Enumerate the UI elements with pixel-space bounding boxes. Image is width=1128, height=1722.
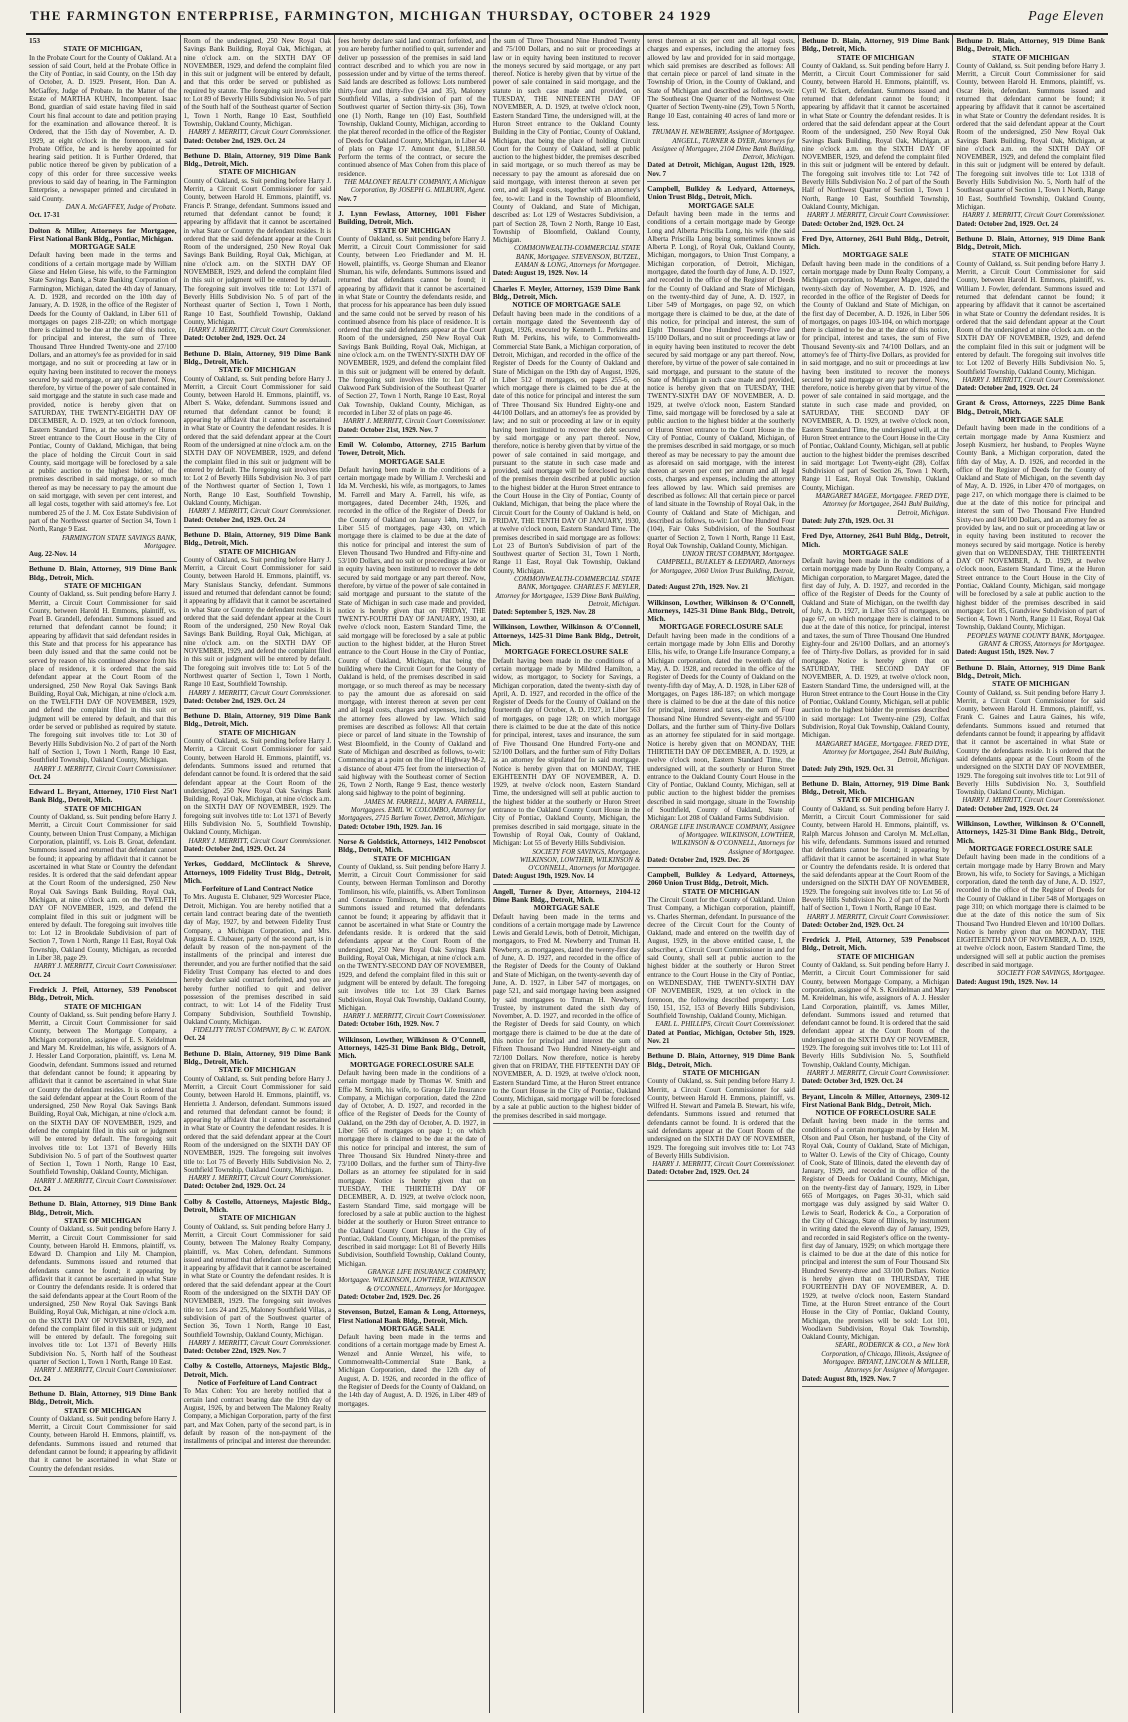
notice-attorney: Yerkes, Goddard, McClintock & Shreve, Attorneys, 1009 Fidelity Trust Bldg., Detroit, Mich. xyxy=(183,859,332,885)
notice-date: Dated: August 19, 1929. Nov. 14 xyxy=(492,269,588,278)
notice-date: Dated: July 27th, 1929. Oct. 31 xyxy=(801,516,895,525)
legal-notice xyxy=(29,1390,177,1477)
notice-attorney: Wilkinson, Lowther, Wilkinson & O'Connell, Attorneys, 1425-31 Dime Bank Bldg., Detroit, Mich. xyxy=(338,1034,486,1061)
column-2 xyxy=(181,35,336,1713)
notice-attorney: Wilkinson, Lowther, Wilkinson & O'Connell, Attorneys, 1425-31 Dime Bank Bldg., Detroit, Mich. xyxy=(492,622,641,649)
notice-date: Oct. 24 xyxy=(29,970,51,979)
notice-heading: MORTGAGE SALE xyxy=(688,200,754,210)
notice-signature: SOCIETY FOR SAVINGS, Mortgagee. xyxy=(997,969,1105,978)
notice-signature: HARRY J. MERRITT, Circuit Court Commissioner. xyxy=(652,1160,795,1169)
notice-date: Dated at Pontiac, Michigan, October 5th, 1929. Nov. 21 xyxy=(647,1028,795,1046)
notice-body: County of Oakland, ss. Suit pending before Harry J. Merritt, a Circuit Court Commissioner for said County, between Harold H. Emmons, plaintiff, vs. Francis P. Strange, defendant. Summons issued and returned that defendant cannot be found; it appearing by affidavit that it cannot be ascertained in what State or Country the defendant resides. It is ordered that the said defendant appear at the Court Room of the undersigned, 250 New Royal Oak Savings Bank Building, Royal Oak, Michigan, at nine o'clock a.m. on the SIXTH DAY OF NOVEMBER, 1929, and defend the complaint filed in this suit or judgment will be entered by default. The foregoing suit involves title to: Lot 1371 of Beverly Hills Subdivision No. 5 of part of the Northeast quarter of Section 1, Town 1 North, Range 10 East, Southfield Township, Oakland County, Michigan. xyxy=(183,176,332,326)
legal-notice-columns xyxy=(26,35,1108,1713)
legal-notice xyxy=(184,350,332,528)
notice-heading: MORTGAGE SALE xyxy=(379,1323,445,1333)
notice-attorney: Charles F. Meyler, Attorney, 1539 Dime Bank Bldg., Detroit, Mich. xyxy=(492,283,641,301)
notice-date: Oct. 24 xyxy=(183,1034,205,1043)
notice-signature: HARRY J. MERRITT, Circuit Court Commissioner. xyxy=(33,1366,177,1375)
notice-signature: HARRY J. MERRITT, Circuit Court Commissioner. xyxy=(962,375,1105,384)
page-number: Page Eleven xyxy=(1028,9,1104,24)
notice-heading: STATE OF MICHIGAN xyxy=(218,727,296,737)
notice-attorney: Bethune D. Blain, Attorney, 919 Dime Bank Bldg., Detroit, Mich. xyxy=(183,1048,332,1067)
notice-signature: UNION TRUST COMPANY, Mortgagee. CAMPBELL, BULKLEY & LEDYARD, Attorneys for Mortgagee, 2060 Union Trust Building, Detroit, Michigan. xyxy=(650,550,795,583)
notice-date: Dated at Detroit, Michigan, August 12th, 1929. Nov. 7 xyxy=(647,161,795,178)
notice-attorney: Bethune D. Blain, Attorney, 919 Dime Bank Bldg., Detroit, Mich. xyxy=(29,1388,177,1407)
notice-attorney: Fredrick J. Pfeil, Attorney, 539 Penobscot Bldg., Detroit, Mich. xyxy=(29,984,177,1003)
notice-attorney: Wilkinson, Lowther, Wilkinson & O'Connell, Attorneys, 1425-31 Dime Bank Bldg., Detroit, Mich. xyxy=(647,597,795,624)
notice-body: County of Oakland, ss. Suit pending before Harry J. Merritt, a Circuit Court Commissioner for said County, between Harold H. Emmons, plaintiff, vs. Cyril W. Eckert, defendant. Summons issued and returned that defendant cannot be found; it appearing by affidavit that it cannot be ascertained in what State or Country the defendant resides. It is ordered that the said defendant appear at the Court Room of the undersigned, 250 New Royal Oak Savings Bank Building, Royal Oak, Michigan, at nine o'clock a.m. on the SIXTH DAY OF NOVEMBER, 1929, and defend the complaint filed in this suit or judgment will be entered by default. The foregoing suit involves title to: Lot 742 of Beverly Hills Subdivision No. 2 of part of the South Half of Northwest Quarter of Section 1, Town 1 North, Range 10 East, Southfield Township, Oakland County, Michigan. xyxy=(801,61,950,211)
notice-signature: HARRY J. MERRITT, Circuit Court Commissioner. xyxy=(188,688,332,697)
notice-heading: STATE OF MICHIGAN xyxy=(64,581,142,590)
notice-attorney: Fred Dye, Attorney, 2641 Buhl Bldg., Detroit, Mich. xyxy=(801,531,950,549)
legal-notice xyxy=(802,936,950,1089)
legal-notice xyxy=(184,37,332,149)
notice-body: fees hereby declare said land contract forfeited, and you are hereby further notified to quit, surrender and deliver up possession of the premises in said land contract described and to which you are now in possession under and by virtue of the terms thereof. Said lands are described as follows: Lots numbered thirty-four and thirty-five (34 and 35), Maloney Southfield Villas, a subdivision of part of the Southwest quarter of Section thirty-six (36), Town one (1) North, Range ten (10) East, Southfield Township, Oakland County, Michigan, according to the plat thereof recorded in the office of the Register of Deeds for Oakland County, Michigan, in Liber 44 of plats on Page 17. Amount due, $1,188.50. Perform the terms of the contract, or secure the continued absence of Max Cohen from this place of residence. xyxy=(338,37,486,178)
legal-notice xyxy=(802,1093,950,1387)
notice-signature: HARRY J. MERRITT, Circuit Court Commissioner. xyxy=(188,128,332,137)
legal-notice xyxy=(29,37,177,224)
notice-heading: MORTGAGE FORECLOSURE SALE xyxy=(659,622,783,632)
notice-body: Default having been made in the conditions of a certain mortgage made by William J. Vercheski and Ida M. Vercheski, his wife, as mortgagors, to James M. Farrell and Mary A. Farrell, his wife, as mortgagees, dated December 24th, 1926, and recorded in the office of the Register of Deeds for the County of Oakland on January 14th, 1927, in Liber 515 of mortgages, page 430, on which mortgage there is claimed to be due at the date of this notice for principal and interest the sum of Eleven Thousand Two Hundred and Fifty-nine and 53/100 Dollars, and no suit or proceedings at law or in equity having been instituted to recover the debt secured by said mortgage or any part thereof. Now, therefore, by virtue of the power of sale contained in said mortgage and pursuant to the statute of the State of Michigan in such case made and provided, notice is hereby given that on FRIDAY, THE TWENTY-FOURTH DAY OF JANUARY, 1930, at twelve o'clock noon, Eastern Standard Time, the said mortgage will be foreclosed by a sale at public auction to the highest bidder, at the Huron Street entrance to the Court House in the City of Pontiac, County of Oakland, Michigan, that being the building where the Circuit Court for the County of Oakland is held, of the premises described in said mortgage, or so much thereof as may be necessary to pay the amount due as aforesaid on said mortgage, with interest thereon at seven per cent and all legal costs, charges and expenses, including the attorney fees allowed by law. Which said premises are described as follows: All that certain piece or parcel of land situate in the Township of West Bloomfield, in the County of Oakland and State of Michigan and described as follows, to-wit: Commencing at a point on the line of Highway M-2, a distance of about 475 feet from the intersection of said highway with the Southeast corner of Section 26, Town 2 North, Range 9 East, thence westerly along said highway to the point of beginning. xyxy=(338,465,486,798)
notice-body: Default having been made in the conditions of a certain mortgage made by John Ellis and Dorothy Ellis, his wife, to Orange Life Insurance Company, a Michigan corporation, dated the twentieth day of May, A. D. 1928, and recorded in the office of the Register of Deeds for the County of Oakland on the twenty-fifth day of May, A. D. 1928, in Liber 628 of Mortgages, on Pages 186-187; on which mortgage there is claimed to be due at the date of this notice for principal, interest and taxes, the sum of Four Thousand Nine Hundred Seventy-eight and 95/100 Dollars, and the further sum of Thirty-five Dollars as an attorney fee stipulated for in said mortgage. Notice is hereby given that on MONDAY, THE THIRTIETH DAY OF DECEMBER, A. D. 1929, at twelve o'clock noon, Eastern Standard Time, the undersigned will, at the southerly or Huron Street entrance to the Oakland County Court House in the City of Pontiac, Oakland County, Michigan, sell at public auction to the highest bidder the premises described in said mortgage, situate in the Township of Southfield, County of Oakland, State of Michigan: Lot 208 of Oakland Farms Subdivision. xyxy=(647,631,795,823)
legal-notice xyxy=(184,531,332,709)
notice-body: County of Oakland, ss. Suit pending before Harry J. Merritt, a Circuit Court Commissioner for said County, between The Maloney Realty Company, plaintiff, vs. Max Cohen, defendant. Summons issued and returned that defendant cannot be found; it appearing by affidavit that it cannot be ascertained in what State or Country the defendant resides. It is ordered that the said defendant appear at the Court Room of the undersigned on the SIXTH DAY OF NOVEMBER, 1929. The foregoing suit involves title to: Lots 24 and 25, Maloney Southfield Villas, a subdivision of part of the Southwest quarter of Section 36, Town 1 North, Range 10 East, Southfield Township, Oakland County, Michigan. xyxy=(183,1222,332,1339)
legal-notice xyxy=(956,820,1105,990)
notice-attorney: Bethune D. Blain, Attorney, 919 Dime Bank Bldg., Detroit, Mich. xyxy=(29,1199,177,1217)
legal-notice xyxy=(956,235,1105,397)
notice-heading: STATE OF MICHIGAN xyxy=(992,52,1070,62)
notice-date: Dated: October 2nd, 1929. Oct. 24 xyxy=(956,804,1059,813)
notice-heading: STATE OF MICHIGAN xyxy=(373,853,451,863)
legal-notice xyxy=(647,599,795,869)
notice-body: County of Oakland, ss. Suit pending before Harry J. Merritt, a Circuit Court Commissioner for said County, between Harold H. Emmons, plaintiff, vs. Wilfred H. Stewart and Pamela B. Stewart, his wife, defendants. Summons issued and returned that defendants cannot be found. It is ordered that the said defendants appear at the Court Room of the undersigned on the SIXTH DAY OF NOVEMBER, 1929. The foregoing suit involves title to: Lot 743 of Beverly Hills Subdivision. xyxy=(647,1077,795,1160)
notice-heading: STATE OF MICHIGAN xyxy=(218,167,296,177)
notice-attorney: Norse & Goldstick, Attorneys, 1412 Penobscot Bldg., Detroit, Mich. xyxy=(338,836,486,855)
notice-body: County of Oakland, ss. Suit pending before Harry J. Merritt, a Circuit Court Commissioner for said County, between Harold H. Emmons, plaintiff, vs. Pearl B. Grandell, defendant. Summons issued and returned that defendant cannot be found; it appearing by affidavit that said defendant resides in this State and that process for his appearance has been duly issued and that the same could not be served by reason of his continued absence from his place of residence, it is ordered that the said defendant appear at the Court Room of the undersigned, 250 New Royal Oak Savings Bank Building, Royal Oak, Michigan, at nine o'clock a.m. on the TWELFTH DAY OF NOVEMBER, 1929, and defend the complaint filed in this suit or judgment will be entered by default, and that this order be served or published as required by statute. The foregoing suit involves title to: Lot 30 of Beverly Hills Subdivision No. 2 of part of the North half of Section 1, Town 1 North, Range 10 East, Southfield Township, Oakland County, Michigan. xyxy=(29,590,177,765)
notice-body: The Circuit Court for the County of Oakland. Union Trust Company, a Michigan corporation, plaintiff, vs. Charles Sherman, defendant. In pursuance of the decree of the Circuit Court for the County of Oakland, made and entered on the twelfth day of August, 1929, in the above entitled cause, I, the subscriber, a Circuit Court Commissioner in and for said County, shall sell at public auction to the highest bidder at the southerly or Huron Street entrance to the Court House in the City of Pontiac, on WEDNESDAY, THE TWENTY-SIXTH DAY OF NOVEMBER, 1929, at ten o'clock in the forenoon, the following described property: Lots 150, 151, 152, 153 of Beverly Hills Subdivision, Southfield Township, Oakland County, Michigan. xyxy=(647,895,795,1021)
notice-date: Oct. 17-31 xyxy=(29,211,60,220)
notice-date: Dated: August 27th, 1929. Nov. 21 xyxy=(647,583,749,592)
notice-date: Nov. 7 xyxy=(338,194,357,203)
notice-signature: HARRY J. MERRITT, Circuit Court Commissioner. xyxy=(962,211,1105,220)
notice-heading: STATE OF MICHIGAN xyxy=(373,225,451,235)
notice-body: County of Oakland, ss. Suit pending before Harry J. Merritt, a Circuit Court Commissioner for said County, between Harold H. Emmons, plaintiff, vs. William J. Fowler, defendant. Summons issued and returned that defendant cannot be found; it appearing by affidavit that it cannot be ascertained in what State or Country the defendant resides. It is ordered that the said defendant appear at the Court Room of the undersigned at nine o'clock a.m. on the SIXTH DAY OF NOVEMBER, 1929, and defend the complaint filed in this suit or judgment will be entered by default. The foregoing suit involves title to: Lot 1202 of Beverly Hills Subdivision No. 5, Southfield Township, Oakland County, Michigan. xyxy=(956,259,1105,376)
legal-notice xyxy=(956,664,1105,817)
column-7 xyxy=(953,35,1108,1713)
masthead-title: THE FARMINGTON ENTERPRISE, FARMINGTON, MICHIGAN THURSDAY, OCTOBER 24 1929 xyxy=(30,8,712,23)
legal-notice xyxy=(184,1198,332,1360)
notice-signature: MARGARET MAGEE, Mortgagee. FRED DYE, Attorney for Mortgagee, 2641 Buhl Building, Detroit, Michigan. xyxy=(815,492,950,517)
notice-signature: DAN A. McGAFFEY, Judge of Probate. xyxy=(65,202,177,211)
notice-body: Default having been made in the terms and conditions of a certain mortgage made by William Giese and Helen Giese, his wife, to the Farmington State Savings Bank, a State Banking Corporation of Farmington, Michigan, dated the 4th day of January, A. D. 1928, and recorded on the 10th day of January, A. D. 1928, in the office of the Register of Deeds for the County of Oakland, in Liber 611 of mortgages on pages 218-220; on which mortgage there is claimed to be due at the date of this notice, for principal and interest, the sum of Three Thousand Three Hundred Twenty-one and 27/100 Dollars, and an attorney's fee as provided for in said mortgage, and no suit or proceeding at law or in equity having been instituted to recover the moneys secured by said mortgage, or any part thereof. Now, therefore, by virtue of the power of sale contained in said mortgage and the statute in such case made and provided, notice is hereby given that on SATURDAY, THE TWENTY-EIGHTH DAY OF DECEMBER, A. D. 1929, at ten o'clock forenoon, Eastern Standard Time, at the southerly or Huron Street entrance to the Court House in the City of Pontiac, County of Oakland, Michigan, that being the place of holding the Circuit Court in said County, said mortgage will be foreclosed by a sale at public auction to the highest bidder, of the premises described in said mortgage, or so much thereof as may be necessary to pay the amount due on said mortgage, with seven per cent interest, and all legal costs, together with said attorney's fee. Lot numbered 25 of the J. M. Cox Estate Subdivision of part of the Northwest quarter of Section 34, Town 1 North, Range 9 East. xyxy=(29,251,177,534)
notice-signature: HARRY J. MERRITT, Circuit Court Commissioner. xyxy=(33,1176,177,1185)
notice-attorney: Fred Dye, Attorney, 2641 Buhl Bldg., Detroit, Mich. xyxy=(801,233,950,252)
notice-signature: PEOPLES WAYNE COUNTY BANK, Mortgagee. GRANT & CROSS, Attorneys for Mortgagee. xyxy=(967,631,1105,649)
notice-body: Default having been made in the terms and conditions of a certain mortgage made by Helen M. Olson and Paul Olson, her husband, of the City of Royal Oak, County of Oakland, State of Michigan, to Walter O. Lewis of the City of Chicago, County of Cook, State of Illinois, dated the eleventh day of January, 1929, and recorded in the office of the Register of Deeds for Oakland County, Michigan, on the twenty-first day of January, 1929, in Liber 665 of Mortgages, on Pages 30-31, which said mortgage was duly assigned by said Walter O. Lewis to Searl, Roderick & Co., a Corporation of the City of Chicago, State of Illinois, by instrument in writing dated the eleventh day of January, 1929, and recorded in said Register's office on the twenty-first day of January, 1929; on which mortgage there is claimed to be due at the date of this notice for principal and interest the sum of Four Thousand Six Hundred Seventy-three and 33/100 Dollars. Notice is hereby given that on THURSDAY, THE FOURTEENTH DAY OF NOVEMBER, A. D. 1929, at twelve o'clock noon, Eastern Standard Time, at the Huron Street entrance of the Court House in the City of Pontiac, Oakland County, Michigan, the premises will be sold: Lot 101, Woodlawn Subdivision, Royal Oak Township, Oakland County, Michigan. xyxy=(801,1117,950,1342)
legal-notice xyxy=(29,986,177,1197)
notice-heading: NOTICE OF FORECLOSURE SALE xyxy=(815,1108,936,1118)
column-6 xyxy=(799,35,954,1713)
notice-heading: STATE OF MICHIGAN xyxy=(218,1213,296,1223)
notice-signature: HARRY J. MERRITT, Circuit Court Commissioner. xyxy=(343,417,486,426)
notice-heading: STATE OF MICHIGAN xyxy=(837,795,915,805)
notice-heading: STATE OF MICHIGAN xyxy=(682,1067,760,1077)
notice-attorney: Campbell, Bulkley & Ledyard, Attorneys, Union Trust Bldg., Detroit, Mich. xyxy=(647,184,795,202)
notice-body: County of Oakland, ss. Suit pending before Harry J. Merritt, a Circuit Court Commissioner for said County, between Harold H. Emmons, plaintiff, vs. Henrietta J. Anderson, defendant. Summons issued and returned that defendant cannot be found; it appearing by affidavit that it cannot be ascertained in what State or Country the defendant resides. It is ordered that the said defendant appear at the Court Room of the undersigned on the SIXTH DAY OF NOVEMBER, 1929. The foregoing suit involves title to: Lot 75 of Beverly Hills Subdivision No. 2, Southfield Township, Oakland County, Michigan. xyxy=(183,1074,332,1174)
notice-heading: MORTGAGE FORECLOSURE SALE xyxy=(350,1059,474,1069)
notice-body: County of Oakland, ss. Suit pending before Harry J. Merritt, a Circuit Court Commissioner for said County, between Leo Friedlander and M. H. Howell, plaintiffs, vs. George Shuman and Eleanor Shuman, his wife, defendants. Summons issued and returned that defendants cannot be found; it appearing by affidavit that it cannot be ascertained in what State or Country the defendants reside, and that process for his appearance has been duly issued and the same could not be served by reason of his continued absence from his place of residence. It is ordered that the said defendants appear at the Court Room of the undersigned, 250 New Royal Oak Savings Bank Building, Royal Oak, Michigan, at nine o'clock a.m. on the TWENTY-SIXTH DAY OF NOVEMBER, 1929, and defend the complaint filed in this suit or judgment will be entered by default. The foregoing suit involves title to: Lot 72 of Oakwood Park Subdivision of the Southeast Quarter of Section 27, Town 1 North, Range 10 East, Royal Oak Township, Oakland County, Michigan, as recorded in Liber 32 of plats on page 46. xyxy=(338,234,486,418)
notice-attorney: 153 xyxy=(29,36,41,45)
legal-notice xyxy=(802,235,950,529)
notice-attorney: Bethune D. Blain, Attorney, 919 Dime Bank Bldg., Detroit, Mich. xyxy=(29,564,177,582)
notice-body: County of Oakland, ss. Suit pending before Harry J. Merritt, a Circuit Court Commissioner for said County, between Mortgage Company, a Michigan corporation, assignee of N. S. Kreidelman and Mary M. Kreidelman, his wife, assignors of A. J. Hessler Land Corporation, plaintiff, vs. James Miller, defendant. Summons issued and returned that defendant cannot be found. It is ordered that the said defendant appear at the Court Room of the undersigned on the SIXTH DAY OF NOVEMBER, 1929. The foregoing suit involves title to: Lot 111 of Beverly Hills Subdivision No. 5, Southfield Township, Oakland County, Michigan. xyxy=(801,961,950,1069)
legal-notice xyxy=(184,152,332,347)
notice-date: Dated: October 2nd, 1929. Oct. 24 xyxy=(801,219,904,228)
notice-attorney: J. Lynn Fewlass, Attorney, 1001 Fisher Building, Detroit, Mich. xyxy=(338,208,486,227)
notice-date: Dated: September 5, 1929. Nov. 28 xyxy=(492,608,596,617)
legal-notice xyxy=(338,441,486,835)
notice-signature: HARRY J. MERRITT, Circuit Court Commissioner. xyxy=(188,1174,332,1183)
notice-attorney: Bethune D. Blain, Attorney, 919 Dime Bank Bldg., Detroit, Mich. xyxy=(183,348,332,366)
notice-date: Dated: October 2nd, 1929. Oct. 24 xyxy=(183,136,286,145)
notice-signature: HARRY J. MERRITT, Circuit Court Commissioner. xyxy=(33,764,177,773)
notice-date: Dated: July 29th, 1929. Oct. 31 xyxy=(801,764,895,773)
notice-date: Dated: October 2nd, 1929. Oct. 24 xyxy=(183,844,286,853)
notice-body: the sum of Three Thousand Nine Hundred Twenty and 75/100 Dollars, and no suit or proceedings at law or in equity having been instituted to recover the moneys secured by said mortgage, or any part thereof. Notice is hereby given that by virtue of the power of sale contained in said mortgage, and the statute in such case made and provided, on TUESDAY, THE NINETEENTH DAY OF NOVEMBER, A. D. 1929, at twelve o'clock noon, Eastern Standard Time, the undersigned will, at the Huron Street entrance to the Oakland County Building in the City of Pontiac, County of Oakland, Michigan, that being the place of holding Circuit Court for the County of Oakland, sell at public auction to the highest bidder, the premises described in said mortgage, or so much thereof as may be necessary to pay the amount as aforesaid due on said mortgage, with interest thereon at seven per cent, and all legal costs, together with an attorney's fee, to-wit: Land in the Township of Bloomfield, County of Oakland, and State of Michigan, described as: Lot 129 of Westacres Subdivision, a part of Section 28, Town 2 North, Range 10 East, Township of Bloomfield, Oakland County, Michigan. xyxy=(492,37,641,245)
notice-signature: SEARL, RODERICK & CO., a New York Corporation, of Chicago, Illinois, Assignee of Mortgagee. BRYANT, LINCOLN & MILLER, Attorneys for Assignee of Mortgagee. xyxy=(821,1341,950,1375)
notice-date: Aug. 22-Nov. 14 xyxy=(29,550,77,559)
notice-date: Dated: August 8th, 1929. Nov. 7 xyxy=(801,1374,896,1383)
notice-signature: FARMINGTON STATE SAVINGS BANK, Mortgagee. xyxy=(62,533,177,550)
notice-body: Default having been made in the terms and conditions of a certain mortgage made by George Long and Alberta Priscilla Long, his wife (the said Alberta Priscilla Long being sometimes known as Alberta P. Long), of Royal Oak, Oakland County, Michigan, mortgagors, to Union Trust Company, a Michigan corporation, of Detroit, Michigan, mortgagee, dated the fourth day of June, A. D. 1927, and recorded in the office of the Register of Deeds for the County of Oakland and State of Michigan, on the twenty-third day of June, A. D. 1927, in Liber 549 of Mortgages, on page 92, on which mortgage there is claimed to be due, at the date of this notice, for principal and interest, the sum of Eight Thousand One Hundred Twenty-five and 15/100 Dollars, and no suit or proceedings at law or in equity having been instituted to recover the debt secured by said mortgage or any part thereof. Now, therefore, by virtue of the power of sale contained in said mortgage, and pursuant to the statute of the State of Michigan in such case made and provided, notice is hereby given that on TUESDAY, THE TWENTY-SIXTH DAY OF NOVEMBER, A. D. 1929, at twelve o'clock noon, Eastern Standard Time, said mortgage will be foreclosed by a sale at public auction to the highest bidder at the southerly or Huron Street entrance to the Court House in the City of Pontiac, County of Oakland, Michigan, of the premises described in said mortgage, or so much thereof as may be necessary to pay the amount due as aforesaid on said mortgage, with the interest thereon at seven per cent per annum and all legal costs, charges and expenses, including the attorney fees allowed by law. Which said premises are described as follows: All that certain piece or parcel of land situate in the Township of Royal Oak, in the County of Oakland and State of Michigan, and described as follows, to-wit: Lot One Hundred Four (104), Fair Oaks Subdivision, of the Southeast quarter of Section 2, Town 1 North, Range 11 East, Royal Oak Township, Oakland County, Michigan. xyxy=(647,209,795,550)
notice-heading: STATE OF MICHIGAN xyxy=(218,1065,296,1075)
notice-body: Default having been made in the conditions of a certain mortgage made by Harry Brown and Mary Brown, his wife, to Society for Savings, a Michigan corporation, dated the tenth day of June, A. D. 1927, recorded in the office of the Register of Deeds for the County of Oakland in Liber 548 of Mortgages on page 310; on which mortgage there is claimed to be due at the date of this notice the sum of Six Thousand Two Hundred Eleven and 10/100 Dollars. Notice is hereby given that on MONDAY, THE EIGHTEENTH DAY OF NOVEMBER, A. D. 1929, at twelve o'clock noon, Eastern Standard Time, the undersigned will sell at public auction the premises described in said mortgage. xyxy=(956,853,1105,970)
notice-date: Dated: October 2nd, 1929. Oct. 24 xyxy=(183,515,286,524)
legal-notice xyxy=(338,210,486,438)
notice-signature: COMMONWEALTH-COMMERCIAL STATE BANK, Mortgagee. STEVENSON, BUTZEL, EAMAN & LONG, Attorneys for Mortgagee. xyxy=(513,244,641,270)
notice-date: Oct. 24 xyxy=(29,1374,51,1383)
legal-notice xyxy=(29,565,177,785)
notice-attorney: Bethune D. Blain, Attorney, 919 Dime Bank Bldg., Detroit, Mich. xyxy=(956,662,1105,680)
legal-notice xyxy=(338,1036,486,1306)
notice-heading: Forfeiture of Land Contract Notice xyxy=(201,884,313,894)
notice-attorney: Colby & Costello, Attorneys, Majestic Bldg., Detroit, Mich. xyxy=(183,1196,332,1215)
notice-attorney: Bethune D. Blain, Attorney, 919 Dime Bank Bldg., Detroit, Mich. xyxy=(956,233,1105,252)
legal-notice xyxy=(29,1200,177,1387)
notice-signature: SOCIETY FOR SAVINGS, Mortgagee. WILKINSON, LOWTHER, WILKINSON & O'CONNELL, Attorneys for Mortgagee. xyxy=(519,847,641,873)
notice-signature: HARRY J. MERRITT, Circuit Court Commissioner. xyxy=(806,211,950,220)
notice-attorney: Fredrick J. Pfeil, Attorney, 539 Penobscot Bldg., Detroit, Mich. xyxy=(801,935,950,953)
notice-heading: MORTGAGE SALE xyxy=(69,242,136,252)
notice-body: County of Oakland, ss. Suit pending before Harry J. Merritt, a Circuit Court Commissioner for said County, between Harold H. Emmons, plaintiff, vs. defendants. Summons issued and returned that defendant cannot be found; it appearing by affidavit that it cannot be ascertained in what State or Country the defendant resides. xyxy=(29,1414,177,1473)
notice-attorney: Stevenson, Butzel, Eaman & Long, Attorneys, First National Bank Bldg., Detroit, Mich. xyxy=(338,1307,486,1325)
notice-attorney: Bethune D. Blain, Attorney, 919 Dime Bank Bldg., Detroit, Mich. xyxy=(183,150,332,169)
notice-body: County of Oakland, ss. Suit pending before Harry J. Merritt, a Circuit Court Commissioner for said County, between Harold H. Emmons, plaintiff, vs. defendants. Summons issued and returned that defendant cannot be found. It is ordered that the said defendant appear at the Court Room of the undersigned, 250 New Royal Oak Savings Bank Building, Royal Oak, Michigan, at nine o'clock a.m. on the SIXTH DAY OF NOVEMBER, 1929. The foregoing suit involves title to: Lot 1371 of Beverly Hills Subdivision No. 5, Southfield Township, Oakland County, Michigan. xyxy=(183,737,332,837)
notice-date: Dated: October 2nd, 1929. Oct. 24 xyxy=(647,1168,750,1177)
notice-body: County of Oakland, ss. Suit pending before Harry J. Merritt, a Circuit Court Commissioner for said County, between Harold H. Emmons, plaintiff, vs. Oscar Hein, defendant. Summons issued and returned that defendant cannot be found; it appearing by affidavit that it cannot be ascertained in what State or Country the defendant resides. It is ordered that the said defendant appear at the Court Room of the undersigned, 250 New Royal Oak Savings Bank Building, Royal Oak, Michigan, at nine o'clock a.m. on the SIXTH DAY OF NOVEMBER, 1929, and defend the complaint filed in this suit or judgment will be entered by default. The foregoing suit involves title to: Lot 1318 of Beverly Hills Subdivision No. 5, North half of the Southeast quarter of Section 1, Town 1 North, Range 10 East, Southfield Township, Oakland County, Michigan. xyxy=(956,61,1105,211)
notice-heading: MORTGAGE SALE xyxy=(842,547,909,557)
notice-heading: Notice of Forfeiture of Land Contract xyxy=(197,1378,317,1388)
notice-body: County of Oakland, ss. Suit pending before Harry J. Merritt, a Circuit Court Commissioner for said County, between Harold H. Emmons, plaintiff, vs. Mary Stanislaus Stancky, defendant. Summons issued and returned that defendant cannot be found; it appearing by affidavit that it cannot be ascertained in what State or Country the defendant resides. It is ordered that the said defendant appear at the Court Room of the undersigned, 250 New Royal Oak Savings Bank Building, Royal Oak, Michigan, at nine o'clock a.m. on the SIXTH DAY OF NOVEMBER, 1929, and defend the complaint filed in this suit or judgment will be entered by default. The foregoing suit involves title to: Lot 5 of the Northwest quarter of Section 1, Town 1 North, Range 10 East, Southfield Township. xyxy=(183,555,332,689)
legal-notice xyxy=(802,780,950,933)
notice-signature: MARGARET MAGEE, Mortgagee. FRED DYE, Attorney for Mortgagee, 2641 Buhl Building, Detroit, Michigan. xyxy=(815,739,950,765)
notice-heading: STATE OF MICHIGAN xyxy=(218,546,296,556)
column-5 xyxy=(644,35,799,1713)
legal-notice xyxy=(956,399,1105,660)
notice-heading: STATE OF MICHIGAN xyxy=(64,1405,142,1415)
notice-heading: STATE OF MICHIGAN xyxy=(64,1215,142,1225)
notice-attorney: Bethune D. Blain, Attorney, 919 Dime Bank Bldg., Detroit, Mich. xyxy=(956,36,1105,54)
notice-attorney: Wilkinson, Lowther, Wilkinson & O'Connell, Attorneys, 1425-31 Dime Bank Bldg., Detroit, Mich. xyxy=(956,819,1105,845)
notice-signature: HARRY J. MERRITT, Circuit Court Commissioner. xyxy=(188,836,332,845)
legal-notice xyxy=(647,871,795,1049)
notice-attorney: Campbell, Bulkley & Ledyard, Attorneys, 2060 Union Trust Bldg., Detroit, Mich. xyxy=(647,870,795,888)
legal-notice xyxy=(802,532,950,777)
notice-date: Dated: August 15th, 1929. Nov. 7 xyxy=(956,648,1055,657)
notice-date: Dated: August 19th, 1929. Nov. 14 xyxy=(492,872,594,881)
notice-body: Default having been made in the conditions of a certain mortgage made by Anna Kusmierz and Joseph Kusmierz, her husband, to Peoples Wayne County Bank, a Michigan corporation, dated the fifth day of May, A. D. 1926, and recorded in the office of the Register of Deeds for the County of Oakland and State of Michigan, on the seventh day of May, A. D. 1926, in Liber 470 of mortgages, on page 217, on which mortgage there is claimed to be due at the date of this notice for principal and interest the sum of Two Thousand Five Hundred Sixty-two and 84/100 Dollars, and an attorney fee as provided by law, and no suit or proceeding at law or in equity having been instituted to recover the moneys secured by said mortgage. Notice is hereby given that on WEDNESDAY, THE THIRTEENTH DAY OF NOVEMBER, A. D. 1929, at twelve o'clock noon, Eastern Standard Time, at the Huron Street entrance to the Court House in the City of Pontiac, Oakland County, Michigan, said mortgage will be foreclosed by a sale at public auction to the highest bidder of the premises described in said mortgage: Lot 85, Grandview Subdivision of part of Section 4, Town 1 North, Range 11 East, Royal Oak Township, Oakland County, Michigan. xyxy=(956,424,1105,632)
notice-date: Dated: October 22nd, 1929. Nov. 7 xyxy=(183,1347,287,1356)
notice-date: Dated: October 2nd, 1929. Oct. 24 xyxy=(956,384,1059,393)
notice-date: Dated: October 3rd, 1929. Oct. 24 xyxy=(801,1077,903,1086)
notice-body: In the Probate Court for the County of Oakland. At a session of said Court, held at the Probate Office in the City of Pontiac, in said County, on the 15th day of October, A. D. 1929. Present, Hon. Dan A. McGaffey, Judge of Probate. In the Matter of the Estate of MARTHA KUHN, Incompetent. Isaac Bond, guardian of said estate having filed in said Court his final account to date and petition praying for the examination and allowance thereof. It is Ordered, that the 15th day of November, A. D. 1929, at eight o'clock in the forenoon, at said Probate Office, be and is hereby appointed for hearing said petition. It is Further Ordered, that public notice thereof be given by publication of a copy of this order for three successive weeks previous to said day of hearing, in The Farmington Enterprise, a newspaper printed and circulated in said County. xyxy=(29,53,177,203)
legal-notice xyxy=(647,1052,795,1180)
notice-heading: MORTGAGE FORECLOSURE SALE xyxy=(968,843,1093,853)
legal-notice xyxy=(493,285,641,621)
notice-signature: FIDELITY TRUST COMPANY, By C. W. EATON. xyxy=(193,1026,332,1035)
notice-heading: STATE OF MICHIGAN xyxy=(64,1001,142,1011)
notice-signature: EARL L. PHILLIPS, Circuit Court Commissioner. xyxy=(655,1020,795,1029)
notice-signature: HARRY J. MERRITT, Circuit Court Commissioner. xyxy=(188,326,332,335)
notice-attorney: Bethune D. Blain, Attorney, 919 Dime Bank Bldg., Detroit, Mich. xyxy=(183,529,332,548)
notice-heading: MORTGAGE SALE xyxy=(379,456,445,466)
notice-heading: STATE OF MICHIGAN xyxy=(837,951,915,961)
notice-body: County of Oakland, ss. Suit pending before Harry J. Merritt, a Circuit Court Commissioner for said County, between Herman Tomlinson and Dorothy Tomlinson, his wife, plaintiffs, vs. Albert Tomlinson and Constance Tomlinson, his wife, defendants. Summons issued and returned that defendants cannot be found; it appearing by affidavit that it cannot be ascertained in what State or Country the defendants reside. It is ordered that the said defendants appear at the Court Room of the undersigned, 250 New Royal Oak Savings Bank Building, Royal Oak, Michigan, at nine o'clock a.m. on the TWENTY-SECOND DAY OF NOVEMBER, 1929, and defend the complaint filed in this suit or judgment will be entered by default. The foregoing suit involves title to: Lot 39 Clark Barnes Subdivision, Royal Oak Township, Oakland County, Michigan. xyxy=(338,862,486,1012)
notice-body: To Mrs. Augusta E. Clubauer, 929 Worcester Place, Detroit, Michigan. You are hereby notified that a certain land contract bearing date of the twentieth day of May, 1927, by and between Fidelity Trust Company, a Michigan Corporation, and Mrs. Augusta E. Clubauer, party of the second part, is in default by reason of the non-payment of the installments of the principal and interest due thereunder, and you are further notified that the said Fidelity Trust Company has elected to and does hereby declare said contract forfeited, and you are hereby further notified to quit and deliver possession of the premises described in said contract, to wit: Lot 14 of the Fidelity Trust Company Subdivision, Southfield Township, Oakland County, Michigan. xyxy=(183,893,332,1026)
notice-body: County of Oakland, ss. Suit pending before Harry J. Merritt, a Circuit Court Commissioner for said County, between Harold H. Emmons, plaintiff, vs. Albert S. Wake, defendant. Summons issued and returned that defendant cannot be found; it appearing by affidavit that it cannot be ascertained in what State or Country the defendant resides. It is ordered that the said defendant appear at the Court Room of the undersigned at nine o'clock a.m. on the SIXTH DAY OF NOVEMBER, 1929, and defend the complaint filed in this suit or judgment will be entered by default. The foregoing suit involves title to: Lot 2 of Beverly Hills Subdivision No. 3 of part of the Northwest quarter of Section 1, Town 1 North, Range 10 East, Southfield Township, Oakland County, Michigan. xyxy=(183,374,332,508)
notice-signature: GRANGE LIFE INSURANCE COMPANY, Mortgagee. WILKINSON, LOWTHER, WILKINSON & O'CONNELL, Attorneys for Mortgagee. xyxy=(338,1268,486,1293)
notice-body: Default having been made in the terms and conditions of a certain mortgage made by Ernest A. Wenzel and Annie Wenzel, his wife, to Commonwealth-Commercial State Bank, a Michigan Corporation, dated the 12th day of August, A. D. 1926, and recorded in the office of the Register of Deeds for the County of Oakland, on the 14th day of August, A. D. 1926, in Liber 489 of mortgages. xyxy=(338,1333,486,1408)
notice-body: County of Oakland, ss. Suit pending before Harry J. Merritt, a Circuit Court Commissioner for said County, between The Mortgage Company, a Michigan corporation, assignee of E. S. Keidelman and Mary M. Kreidelman, his wife, assignors of A. J. Hessler Land Corporation, plaintiff, vs. Lena M. Goodwin, defendant. Summons issued and returned that defendant cannot be found; it appearing by affidavit that it cannot be ascertained in what State or Country the defendant resides. It is ordered that the said defendant appear at the Court Room of the undersigned, 250 New Royal Oak Savings Bank Building, Royal Oak, Michigan, at nine o'clock a.m. on the SIXTH DAY OF NOVEMBER, 1929, and defend the complaint filed in this suit or judgment will be entered by default. The foregoing suit involves title to: Lot 1371 of Beverly Hills Subdivision No. 5 of part of the Southwest quarter of Section 1, Town 1 North, Range 10 East, Southfield Township, Oakland County, Michigan. xyxy=(29,1010,177,1177)
legal-notice xyxy=(29,227,177,563)
notice-heading: MORTGAGE FORECLOSURE SALE xyxy=(504,647,629,657)
notice-body: County of Oakland, ss. Suit pending before Harry J. Merritt, a Circuit Court Commissioner for said County, between Harold H. Emmons, plaintiff, vs. Ralph Marcus Johnson and Carolyn M. McLellan, his wife, defendants. Summons issued and returned that defendants cannot be found; it appearing by affidavit that it cannot be ascertained in what State or Country the defendants reside. It is ordered that the said defendants appear at the Court Room of the undersigned on the SIXTH DAY OF NOVEMBER, 1929. The foregoing suit involves title to: Lot 56 of Beverly Hills Subdivision No. 2 of part of the North half of Section 1, Town 1 North, Range 10 East. xyxy=(801,804,950,913)
legal-notice xyxy=(184,712,332,857)
notice-body: Default having been made in the conditions of a certain mortgage made by Mildred Hamilton, a widow, as mortgagor, to Society for Savings, a Michigan corporation, dated the twenty-sixth day of April, A. D. 1927, and recorded in the office of the Register of Deeds for the County of Oakland on the fourteenth day of October, A. D. 1927, in Liber 563 of mortgages, on page 128; on which mortgage there is claimed to be due at the date of this notice for principal, interest, taxes and insurance, the sum of Five Thousand One Hundred Forty-one and 52/100 Dollars, and the further sum of Fifty Dollars as an attorney fee stipulated for in said mortgage. Notice is hereby given that on MONDAY, THE EIGHTEENTH DAY OF NOVEMBER, A. D. 1929, at twelve o'clock noon, Eastern Standard Time, the undersigned will sell at public auction to the highest bidder at the southerly or Huron Street entrance to the Oakland County Court House in the City of Pontiac, Oakland County, Michigan, the premises described in said mortgage, situate in the Township of Royal Oak, County of Oakland, Michigan: Lot 55 of Beverly Hills Subdivision. xyxy=(492,656,641,848)
legal-notice xyxy=(493,888,641,1124)
notice-heading: STATE OF MICHIGAN xyxy=(682,886,760,896)
notice-attorney: Bethune D. Blain, Attorney, 919 Dime Bank Bldg., Detroit, Mich. xyxy=(183,711,332,729)
notice-heading: STATE OF MICHIGAN xyxy=(992,250,1070,260)
notice-date: Dated: October 21st, 1929. Nov. 7 xyxy=(338,425,438,434)
legal-notice xyxy=(956,37,1105,232)
notice-signature: HARRY J. MERRITT, Circuit Court Commissioner. xyxy=(33,962,177,971)
legal-notice xyxy=(647,37,795,182)
notice-date: Dated: October 2nd, 1929. Dec. 26 xyxy=(647,855,750,864)
notice-body: County of Oakland, ss. Suit pending before Harry J. Merritt, a Circuit Court Commissioner for said County, between Harold H. Emmons, plaintiff, vs. Edward D. Champion and Lily M. Champion, defendants. Summons issued and returned that defendants cannot be found; it appearing by affidavit that it cannot be ascertained in what State or Country the defendants reside. It is ordered that the said defendants appear at the Court Room of the undersigned, 250 New Royal Oak Savings Bank Building, Royal Oak, Michigan, at nine o'clock a.m. on the SIXTH DAY OF NOVEMBER, 1929, and defend the complaint filed in this suit or judgment will be entered by default. The foregoing suit involves title to: Lot 1371 of Beverly Hills Subdivision No. 5, North half of the Southeast quarter of Section 1, Town 1 North, Range 10 East. xyxy=(29,1225,177,1367)
notice-attorney: Bryant, Lincoln & Miller, Attorneys, 2309-12 First National Bank Bldg., Detroit, Mich. xyxy=(801,1091,950,1109)
notice-date: Dated: October 2nd, 1929. Oct. 24 xyxy=(183,696,286,705)
notice-heading: STATE OF MICHIGAN, xyxy=(63,44,143,54)
notice-date: Dated: October 19th, 1929. Jan. 16 xyxy=(338,822,442,831)
notice-date: Dated: October 2nd, 1929. Oct. 24 xyxy=(801,920,904,929)
legal-notice xyxy=(647,185,795,596)
notice-body: Default having been made in the conditions of a certain mortgage made by Dunn Realty Company, a Michigan corporation, to Margaret Magee, dated the first day of July, A. D. 1927, and recorded in the office of the Register of Deeds for the County of Oakland and State of Michigan, on the twelfth day of July, A. D. 1927, in Liber 553 of mortgages, on page 67, on which mortgage there is claimed to be due at the date of this notice, for principal, interest and taxes, the sum of Three Thousand One Hundred Eighty-four and 26/100 Dollars, and an attorney's fee of Thirty-five Dollars, as provided for in said mortgage. Notice is hereby given that on SATURDAY, THE SECOND DAY OF NOVEMBER, A. D. 1929, at twelve o'clock noon, Eastern Standard Time, the undersigned will, at the Huron Street entrance to the Court House in the City of Pontiac, Oakland County, Michigan, sell at public auction to the highest bidder the premises described in said mortgage: Lot Twenty-nine (29), Colfax Subdivision, Royal Oak Township, Oakland County, Michigan. xyxy=(801,557,950,740)
legal-notice xyxy=(184,1050,332,1195)
notice-body: Room of the undersigned, 250 New Royal Oak Savings Bank Building, Royal Oak, Michigan, at nine o'clock a.m. on the SIXTH DAY OF NOVEMBER, 1929, and defend the complaint filed in this suit or judgment will be entered by default, and that this order be served or published as required by statute. The foregoing suit involves title to: Lot 89 of Beverly Hills Subdivision No. 5 of part of the South half of the Southeast quarter of Section 1, Town 1 North, Range 10 East, Southfield Township, Oakland County, Michigan. xyxy=(183,37,332,128)
notice-date: Dated: October 2nd, 1929. Oct. 24 xyxy=(956,219,1059,228)
notice-heading: MORTGAGE SALE xyxy=(842,250,909,260)
notice-heading: STATE OF MICHIGAN xyxy=(218,365,296,375)
masthead xyxy=(26,8,1108,35)
notice-heading: MORTGAGE SALE xyxy=(533,903,600,913)
notice-attorney: Bethune D. Blain, Attorney, 919 Dime Bank Bldg., Detroit, Mich. xyxy=(801,778,950,797)
notice-attorney: Edward L. Bryant, Attorney, 1710 First Nat'l Bank Bldg., Detroit, Mich. xyxy=(29,787,177,805)
notice-body: Default having been made in the conditions of a certain mortgage dated the Seventeenth day of August, 1926, executed by Kenneth L. Perkins and Ruth M. Perkins, his wife, to Commonwealth-Commercial State Bank, a Michigan corporation, of Detroit, Michigan, and recorded in the office of the Register of Deeds for the County of Oakland and State of Michigan on the 19th day of August, 1926, in Liber 512 of mortgages, on pages 255-6, on which mortgage there is claimed to be due at the date of this notice for principal and interest the sum of Three Thousand Six Hundred Eighty-one and 44/100 Dollars, and an attorney's fee as provided by law; and no suit or proceeding at law or in equity having been instituted to recover the debt secured by said mortgage or any part thereof. Now, therefore, notice is hereby given that by virtue of the power of sale contained in said mortgage, and pursuant to the statute in such case made and provided, said mortgage will be foreclosed by sale of the premises therein described at public auction to the highest bidder at the Huron Street entrance to the Court House in the City of Pontiac, County of Oakland, Michigan, that being the place where the Circuit Court for the County of Oakland is held, on FRIDAY, THE TENTH DAY OF JANUARY, 1930, at twelve o'clock noon, Eastern Standard Time. The premises described in said mortgage are as follows: Lot 23 of Burton's Subdivision of part of the Southwest quarter of Section 31, Town 1 North, Range 11 East, Royal Oak Township, Oakland County, Michigan. xyxy=(492,309,641,575)
notice-body: terest thereon at six per cent and all legal costs, charges and expenses, including the attorney fees allowed by law and provided for in said mortgage, which said premises are described as follows: All that certain piece or parcel of land situate in the Township of Orion, in the County of Oakland, and State of Michigan and described as follows, to-wit: The Southeast One Quarter of the Northwest One Quarter of Section Twenty-nine (29), Town 5 North, Range 10 East, containing 40 acres of land more or less. xyxy=(647,37,795,128)
notice-date: Dated: October 2nd, 1929. Oct. 24 xyxy=(183,1182,286,1191)
column-4 xyxy=(490,35,645,1713)
legal-notice xyxy=(338,37,486,207)
legal-notice xyxy=(184,1362,332,1449)
notice-date: Dated: October 16th, 1929. Nov. 7 xyxy=(338,1020,440,1029)
notice-signature: TRUMAN H. NEWBERRY, Assignee of Mortgagee. ANGELL, TURNER & DYER, Attorneys for Assignee of Mortgagee, 2104 Dime Bank Building, Detroit, Michigan. xyxy=(651,128,795,162)
notice-body: County of Oakland, ss. Suit pending before Harry J. Merritt, a Circuit Court Commissioner for said County, between Union Trust Company, a Michigan Corporation, plaintiff, vs. Lois B. Groat, defendant. Summons issued and returned that defendant cannot be found; it appearing by affidavit that it cannot be ascertained in what State or Country the defendant resides. It is ordered that the said defendant appear at the Court Room of the undersigned, 250 New Royal Oak Savings Bank Building, Royal Oak, Michigan, at nine o'clock a.m. on the TWELFTH DAY OF NOVEMBER, 1929, and defend the complaint filed in this suit or judgment will be entered by default. The foregoing suit involves title to: Lot 12 in Brookdale Subdivision of part of Section 7, Town 1 North, Range 11 East, Royal Oak Township, Oakland County, Michigan, as recorded in Liber 38, page 29. xyxy=(29,813,177,963)
notice-signature: HARRY J. MERRITT, Circuit Court Commissioner. xyxy=(806,1068,950,1077)
notice-attorney: Grant & Cross, Attorneys, 2225 Dime Bank Bldg., Detroit, Mich. xyxy=(956,398,1105,416)
legal-notice xyxy=(802,37,950,232)
notice-signature: HARRY J. MERRITT, Circuit Court Commissioner. xyxy=(188,507,332,516)
notice-date: Dated: August 19th, 1929. Nov. 14 xyxy=(956,977,1058,986)
notice-heading: STATE OF MICHIGAN xyxy=(64,803,142,813)
legal-notice xyxy=(338,838,486,1033)
notice-signature: HARRY J. MERRITT, Circuit Court Commissioner. xyxy=(962,796,1105,805)
notice-heading: MORTGAGE SALE xyxy=(997,415,1064,425)
notice-attorney: Dolton & Miller, Attorneys for Mortgagee, First National Bank Bldg., Pontiac, Michigan. xyxy=(29,225,177,243)
legal-notice xyxy=(29,788,177,983)
notice-signature: HARRY J. MERRITT, Circuit Court Commissioner. xyxy=(343,1012,486,1021)
notice-date: Dated: October 2nd, 1929. Oct. 24 xyxy=(183,334,286,343)
notice-body: Default having been made in the conditions of a certain mortgage made by Dunn Realty Company, a Michigan corporation, to Margaret Magee, dated the twenty-sixth day of November, A. D. 1926, and recorded in the office of the Register of Deeds for the County of Oakland and State of Michigan, on the first day of December, A. D. 1926, in Liber 506 of mortgages, on pages 103-104, on which mortgage there is claimed to be due at the date of this notice, for principal, interest and taxes, the sum of Five Thousand Seventy-six and 74/100 Dollars, and an attorney's fee of Thirty-five Dollars, as provided for in said mortgage, and no suit or proceedings at law having been instituted to recover the moneys secured by said mortgage or any part thereof. Now, therefore, notice is hereby given that by virtue of the power of sale contained in said mortgage, and the statute in such case made and provided, on SATURDAY, THE SECOND DAY OF NOVEMBER, A. D. 1929, at twelve o'clock noon, Eastern Standard Time, the undersigned will, at the Huron Street entrance to the Court House in the City of Pontiac, Oakland County, Michigan, sell at public auction to the highest bidder the premises described in said mortgage: Lot Twenty-eight (28), Colfax Subdivision of part of Section 26, Town 1 North, Range 11 East, Royal Oak Township, Oakland County, Michigan. xyxy=(801,259,950,492)
notice-signature: HARRY J. MERRITT, Circuit Court Commissioner. xyxy=(188,1338,332,1347)
notice-date: Dated: October 2nd, 1929. Dec. 26 xyxy=(338,1292,441,1301)
legal-notice xyxy=(493,623,641,884)
legal-notice xyxy=(338,1308,486,1412)
notice-body: To Max Cohen: You are hereby notified that a certain land contract bearing date the 19th day of August, 1926, by and between The Maloney Realty Company, a Michigan Corporation, party of the first part, and Max Cohen, party of the second part, is in default by reason of the non-payment of the installments of principal and interest due thereunder. xyxy=(183,1387,332,1446)
column-3 xyxy=(335,35,490,1713)
column-1 xyxy=(26,35,181,1713)
notice-body: Default having been made in the terms and conditions of a certain mortgage made by Lawrence Lewis and Gerald Lewis, both of Detroit, Michigan, mortgagors, to Fred M. Newberry and Truman H. Newberry, as mortgagees, dated the twenty-first day of June, A. D. 1927, and recorded in the office of the Register of Deeds for the County of Oakland and State of Michigan, on the twenty-seventh day of June, A. D. 1927, in Liber 547 of mortgages, on page 521, and said mortgage having been assigned by said mortgagees to Truman H. Newberry, Trustee, by instrument dated the sixth day of November, A. D. 1927, and recorded in the office of the Register of Deeds for said County, on which mortgage there is claimed to be due at the date of this notice for principal and interest the sum of Fifteen Thousand Two Hundred Ninety-eight and 72/100 Dollars. Now therefore, notice is hereby given that on FRIDAY, THE FIFTEENTH DAY OF NOVEMBER, A. D. 1929, at twelve o'clock noon, Eastern Standard Time, at the Huron Street entrance to the Court House in the City of Pontiac, Oakland County, Michigan, said mortgage will be foreclosed by a sale at public auction to the highest bidder of the premises described in said mortgage. xyxy=(492,912,641,1120)
notice-heading: NOTICE OF MORTGAGE SALE xyxy=(512,300,621,310)
notice-signature: JAMES M. FARRELL, MARY A. FARRELL, Mortgagees. EMIL W. COLOMBO, Attorney for Mortgagees, 2715 Barlum Tower, Detroit, Michigan. xyxy=(338,797,486,823)
notice-signature: THE MALONEY REALTY COMPANY, A Michigan Corporation, By JOSEPH G. MILBURN, Agent. xyxy=(343,178,486,195)
notice-attorney: Emil W. Colombo, Attorney, 2715 Barlum Tower, Detroit, Mich. xyxy=(338,439,486,458)
notice-signature: ORANGE LIFE INSURANCE COMPANY, Assignee of Mortgagee. WILKINSON, LOWTHER, WILKINSON & O'CONNELL, Attorneys for Assignee of Mortgagee. xyxy=(650,822,795,856)
notice-body: County of Oakland, ss. Suit pending before Harry J. Merritt, a Circuit Court Commissioner for said County, between Harold H. Emmons, plaintiff, vs. Frank C. Gaines and Laura Gaines, his wife, defendants. Summons issued and returned that defendants cannot be found; it appearing by affidavit that it cannot be ascertained in what State or Country the defendants reside. It is ordered that the said defendants appear at the Court Room of the undersigned on the SIXTH DAY OF NOVEMBER, 1929. The foregoing suit involves title to: Lot 911 of Beverly Hills Subdivision No. 3, Southfield Township, Oakland County, Michigan. xyxy=(956,688,1105,797)
notice-body: Default having been made in the conditions of a certain mortgage made by Thomas W. Smith and Effie M. Smith, his wife, to Grange Life Insurance Company, a Michigan corporation, dated the 22nd day of October, A. D. 1927, and recorded in the office of the Register of Deeds for the County of Oakland, on the 29th day of October, A. D. 1927, in Liber 565 of mortgages on page 1; on which mortgage there is claimed to be due at the date of this notice for principal and interest, the sum of Three Thousand Six Hundred Ninety-three and 73/100 Dollars, and the further sum of Thirty-five Dollars as an attorney fee stipulated for in said mortgage. Notice is hereby given that on TUESDAY, THE THIRTIETH DAY OF DECEMBER, A. D. 1929, at twelve o'clock noon, Eastern Standard Time, said mortgage will be foreclosed by a sale at public auction to the highest bidder at the southerly or Huron Street entrance to the Oakland County Court House in the City of Pontiac, Oakland County, Michigan, of the premises described in said mortgage: Lot 81 of Beverly Hills Subdivision, Southfield Township, Oakland County, Michigan. xyxy=(338,1068,486,1268)
legal-notice xyxy=(493,37,641,282)
notice-date: Oct. 24 xyxy=(29,1185,51,1194)
notice-signature: COMMONWEALTH-COMMERCIAL STATE BANK, Mortgagee. CHARLES F. MEYLER, Attorney for Mortgagee, 1539 Dime Bank Building, Detroit, Michigan. xyxy=(495,575,641,608)
legal-notice xyxy=(184,860,332,1047)
notice-attorney: Bethune D. Blain, Attorney, 919 Dime Bank Bldg., Detroit, Mich. xyxy=(647,1051,795,1069)
notice-signature: HARRY J. MERRITT, Circuit Court Commissioner. xyxy=(806,912,950,921)
notice-attorney: Colby & Costello, Attorneys, Majestic Bldg., Detroit, Mich. xyxy=(183,1361,332,1379)
notice-attorney: Angell, Turner & Dyer, Attorneys, 2104-12 Dime Bank Bldg., Detroit, Mich. xyxy=(492,886,641,904)
notice-heading: STATE OF MICHIGAN xyxy=(837,52,915,62)
notice-heading: STATE OF MICHIGAN xyxy=(992,679,1070,689)
notice-date: Oct. 24 xyxy=(29,772,51,781)
notice-attorney: Bethune D. Blain, Attorney, 919 Dime Bank Bldg., Detroit, Mich. xyxy=(801,36,950,54)
